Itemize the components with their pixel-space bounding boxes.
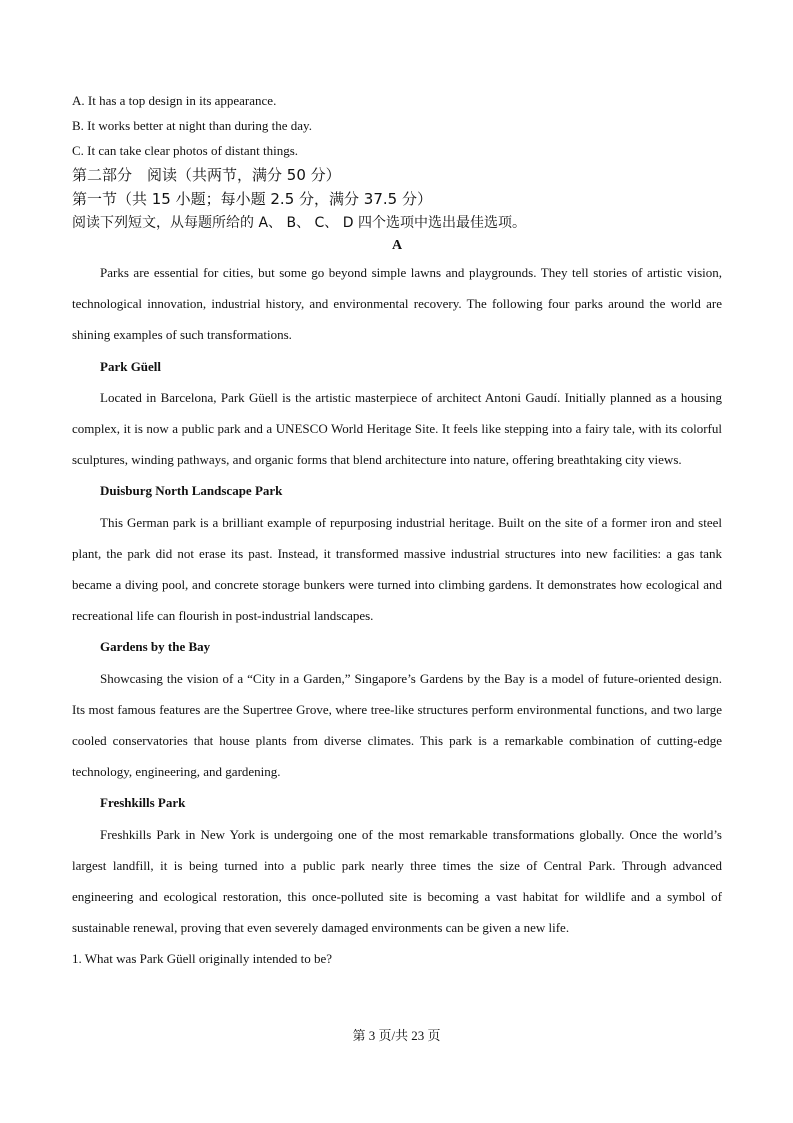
park-paragraph: Showcasing the vision of a “City in a Garden,” Singapore’s Gardens by the Bay is a model of future-oriented design. Its most famous features are the Supertree Grove, where tree-like structures perform environmental functions, and two large cooled conservatories that house plants from diverse climates. This park is a remarkable combination of cutting-edge technology, engineering, and gardening. — [72, 670, 722, 780]
option-a: A. It has a top design in its appearance. — [72, 93, 277, 108]
option-b: B. It works better at night than during the day. — [72, 118, 312, 133]
park-heading: Freshkills Park — [100, 795, 186, 811]
park-paragraph: Freshkills Park in New York is undergoing one of the most remarkable transformations globally. Once the world’s largest landfill, it is being turned into a public park nearly three times the size of Central Park. Through advanced engineering and ecological restoration, this once-polluted site is becoming a vast habitat for wildlife and a symbol of sustainable renewal, proving that even severely damaged environments can be given a new life. — [72, 826, 722, 936]
section-part-heading: 第二部分 阅读（共两节，满分 50 分） — [72, 166, 341, 184]
park-paragraph: Located in Barcelona, Park Güell is the artistic masterpiece of architect Antoni Gaudí. Initially planned as a housing complex, it is now a public park and a UNESCO World Heritage Site. It feels like stepping into a fairy tale, with its colorful sculptures, winding pathways, and organic forms that blend architecture into nature, offering breathtaking city views. — [72, 389, 722, 468]
question-1: 1. What was Park Güell originally intended to be? — [72, 951, 333, 967]
page-content — [72, 88, 722, 974]
passage-label: A — [391, 238, 403, 253]
park-paragraph: This German park is a brilliant example of repurposing industrial heritage. Built on the site of a former iron and steel plant, the park did not erase its past. Instead, it transformed massive industrial structures into new facilities: a gas tank became a diving pool, and concrete storage bunkers were turned into climbing gardens. It demonstrates how ecological and recreational life can flourish in post-industrial landscapes. — [72, 514, 722, 624]
park-heading: Duisburg North Landscape Park — [100, 483, 283, 499]
park-heading: Park Güell — [100, 358, 162, 374]
option-c: C. It can take clear photos of distant things. — [72, 143, 299, 158]
park-heading: Gardens by the Bay — [100, 639, 211, 655]
page-footer: 第 3 页/共 23 页 — [352, 1028, 441, 1043]
intro-paragraph: Parks are essential for cities, but some go beyond simple lawns and playgrounds. They tell stories of artistic vision, technological innovation, industrial history, and environmental recovery. The following four parks around the world are shining examples of such transformations. — [72, 265, 722, 343]
instruction: 阅读下列短文，从每题所给的 A、 B、 C、 D 四个选项中选出最佳选项。 — [72, 215, 526, 231]
section-sub-heading: 第一节（共 15 小题；每小题 2.5 分，满分 37.5 分） — [72, 190, 432, 208]
